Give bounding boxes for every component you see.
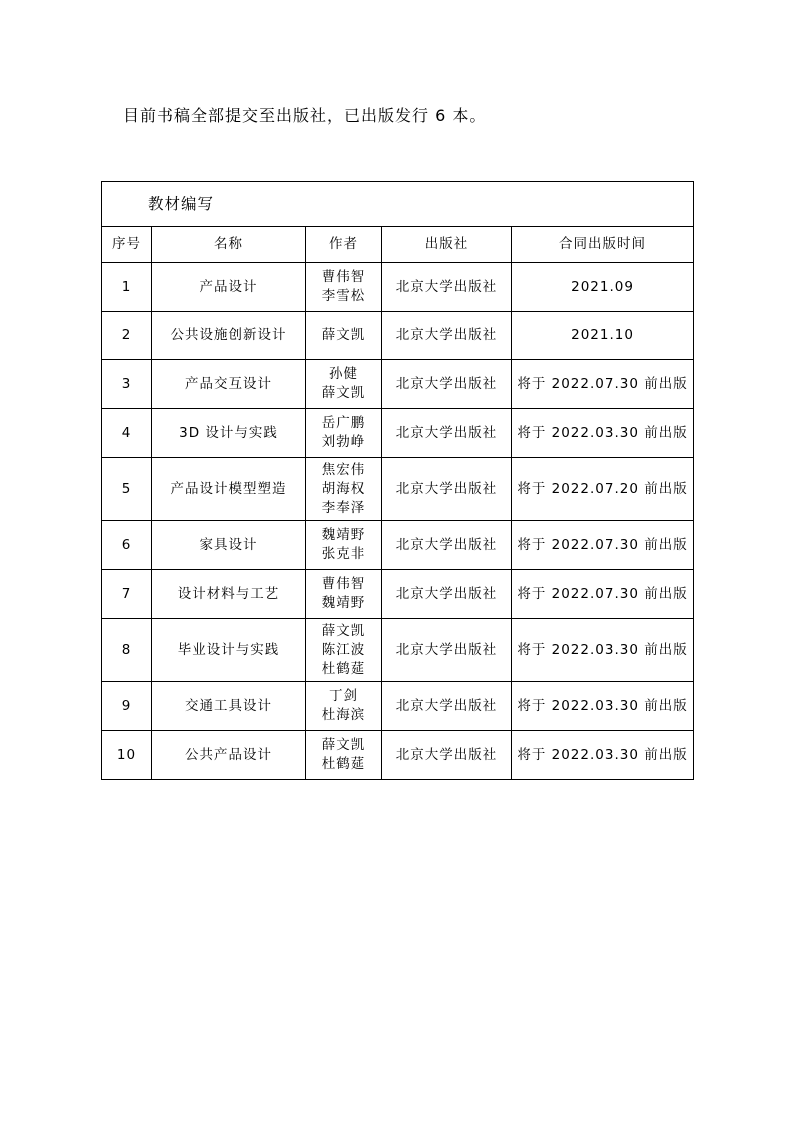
table-row <box>102 521 694 570</box>
author-name: 李雪松 <box>321 288 366 304</box>
author-name: 李奉泽 <box>321 499 366 516</box>
header-author: 作者 <box>306 227 382 263</box>
cell-index: 9 <box>102 682 152 731</box>
cell-publisher: 北京大学出版社 <box>382 731 512 780</box>
header-contract-time: 合同出版时间 <box>512 227 694 263</box>
cell-publisher: 北京大学出版社 <box>382 521 512 570</box>
header-index: 序号 <box>102 227 152 263</box>
cell-publisher: 北京大学出版社 <box>382 312 512 360</box>
cell-name: 设计材料与工艺 <box>152 570 306 619</box>
cell-contract-time: 将于 2022.03.30 前出版 <box>512 731 694 780</box>
table-row <box>102 263 694 312</box>
author-name: 薛文凯 <box>321 737 366 753</box>
author-name: 曹伟智 <box>321 576 366 592</box>
cell-publisher: 北京大学出版社 <box>382 682 512 731</box>
cell-contract-time: 将于 2022.07.30 前出版 <box>512 521 694 570</box>
cell-contract-time: 将于 2022.03.30 前出版 <box>512 409 694 458</box>
cell-publisher: 北京大学出版社 <box>382 263 512 312</box>
author-name: 焦宏伟 <box>321 461 366 478</box>
cell-contract-time: 将于 2022.07.20 前出版 <box>512 458 694 521</box>
cell-index: 10 <box>102 731 152 780</box>
table-row <box>102 409 694 458</box>
cell-name: 公共设施创新设计 <box>152 312 306 360</box>
table-body <box>102 263 694 780</box>
cell-contract-time: 2021.09 <box>512 263 694 312</box>
cell-authors <box>306 458 382 521</box>
cell-publisher: 北京大学出版社 <box>382 360 512 409</box>
cell-index: 5 <box>102 458 152 521</box>
cell-index: 8 <box>102 619 152 682</box>
table-row <box>102 682 694 731</box>
author-name: 杜鹤莚 <box>321 756 366 772</box>
cell-index: 6 <box>102 521 152 570</box>
author-name: 曹伟智 <box>321 269 366 285</box>
author-name: 岳广鹏 <box>321 415 366 431</box>
cell-name: 3D 设计与实践 <box>152 409 306 458</box>
author-name: 张克非 <box>321 546 366 562</box>
intro-paragraph: 目前书稿全部提交至出版社，已出版发行 6 本。 <box>123 106 487 125</box>
author-name: 魏靖野 <box>321 595 366 611</box>
cell-publisher: 北京大学出版社 <box>382 458 512 521</box>
author-name: 胡海权 <box>321 480 366 497</box>
cell-contract-time: 将于 2022.07.30 前出版 <box>512 570 694 619</box>
cell-authors <box>306 682 382 731</box>
cell-name: 毕业设计与实践 <box>152 619 306 682</box>
table-row <box>102 360 694 409</box>
cell-authors <box>306 521 382 570</box>
table-row <box>102 619 694 682</box>
cell-authors <box>306 263 382 312</box>
table-row <box>102 458 694 521</box>
cell-authors <box>306 360 382 409</box>
cell-publisher: 北京大学出版社 <box>382 570 512 619</box>
author-name: 陈江波 <box>321 641 366 658</box>
author-name: 杜鹤莚 <box>321 660 366 677</box>
cell-index: 4 <box>102 409 152 458</box>
cell-name: 产品设计 <box>152 263 306 312</box>
table-row <box>102 570 694 619</box>
cell-authors <box>306 570 382 619</box>
author-name: 孙健 <box>329 366 358 382</box>
cell-contract-time: 2021.10 <box>512 312 694 360</box>
cell-contract-time: 将于 2022.07.30 前出版 <box>512 360 694 409</box>
cell-publisher: 北京大学出版社 <box>382 619 512 682</box>
table-row <box>102 731 694 780</box>
cell-contract-time: 将于 2022.03.30 前出版 <box>512 682 694 731</box>
cell-authors <box>306 619 382 682</box>
table-title: 教材编写 <box>102 182 694 227</box>
cell-name: 家具设计 <box>152 521 306 570</box>
cell-authors <box>306 731 382 780</box>
textbook-table <box>101 181 694 780</box>
author-name: 杜海滨 <box>321 707 366 723</box>
cell-index: 1 <box>102 263 152 312</box>
author-name: 薛文凯 <box>321 622 366 639</box>
cell-name: 产品交互设计 <box>152 360 306 409</box>
author-name: 薛文凯 <box>321 327 366 343</box>
cell-index: 3 <box>102 360 152 409</box>
author-name: 魏靖野 <box>321 527 366 543</box>
cell-name: 交通工具设计 <box>152 682 306 731</box>
cell-index: 7 <box>102 570 152 619</box>
author-name: 刘勃峥 <box>321 434 366 450</box>
cell-authors <box>306 409 382 458</box>
cell-contract-time: 将于 2022.03.30 前出版 <box>512 619 694 682</box>
cell-authors <box>306 312 382 360</box>
author-name: 薛文凯 <box>321 385 366 401</box>
cell-publisher: 北京大学出版社 <box>382 409 512 458</box>
cell-index: 2 <box>102 312 152 360</box>
header-publisher: 出版社 <box>382 227 512 263</box>
table-header-row <box>102 227 694 263</box>
header-name: 名称 <box>152 227 306 263</box>
cell-name: 公共产品设计 <box>152 731 306 780</box>
table-row <box>102 312 694 360</box>
cell-name: 产品设计模型塑造 <box>152 458 306 521</box>
author-name: 丁剑 <box>329 688 358 704</box>
